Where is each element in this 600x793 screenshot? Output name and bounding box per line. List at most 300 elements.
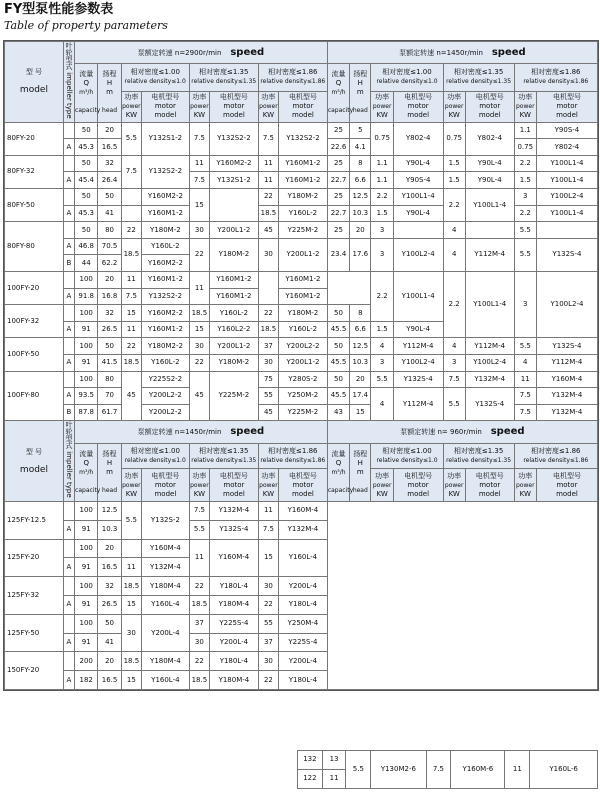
table-row [5, 338, 598, 355]
impeller-cell [63, 155, 74, 172]
motor-header: 电机型号 motor model [279, 469, 328, 502]
empty-cell [327, 502, 597, 690]
flow-cell: 182 [75, 671, 98, 690]
motor-cell: Y132S2-2 [210, 122, 259, 155]
flow-cell: 100 [75, 338, 98, 355]
power-cell: 1.1 [371, 155, 393, 172]
motor-cell: Y160M1-2 [142, 321, 190, 338]
power-cell: 22 [189, 577, 209, 596]
flow-cell: 50 [75, 189, 98, 206]
power-cell: 30 [189, 338, 209, 355]
sec2-right-speed-header [327, 421, 597, 444]
motor-cell: Y180M-4 [142, 577, 190, 596]
power-cell: 37 [258, 633, 278, 652]
motor-cell [210, 189, 259, 222]
motor-cell: Y112M-4 [465, 338, 514, 355]
motor-cell: Y112M-4 [465, 238, 514, 271]
power-cell: 7.5 [258, 122, 278, 155]
motor-cell: Y280S-2 [279, 371, 328, 388]
power-cell: 5.5 [514, 238, 536, 271]
power-cell: 1.1 [514, 122, 536, 139]
head-header: 扬程 H m head [98, 64, 121, 123]
motor-cell: Y160M2-2 [210, 155, 259, 172]
power-header: 功率 power KW [189, 91, 209, 122]
power-cell: 15 [258, 539, 278, 577]
motor-cell: Y112M-4 [393, 388, 443, 421]
model-cn: 型 号 [25, 68, 43, 77]
impeller-cell [63, 539, 74, 558]
motor-cell: Y160M-4 [210, 539, 259, 577]
motor-header: 电机型号 motor model [465, 91, 514, 122]
power-cell: 75 [258, 371, 278, 388]
impeller-cell: A [63, 288, 74, 305]
table-row [5, 172, 598, 189]
empty-cell [327, 272, 371, 305]
flow-cell: 45.4 [75, 172, 98, 189]
flow-cell: 25 [327, 122, 349, 139]
power-cell: 1.5 [514, 172, 536, 189]
power-cell: 3 [514, 272, 536, 338]
model-cell: 100FY-80 [5, 371, 64, 421]
power-cell: 18.5 [258, 205, 278, 222]
density-186-header: 相对密度≤1.86 relative density≤1.86 [258, 64, 327, 92]
power-cell: 18.5 [189, 596, 209, 615]
impeller-cell [63, 222, 74, 239]
motor-cell: Y132M-4 [210, 502, 259, 521]
motor-cell: Y200L1-2 [210, 222, 259, 239]
power-cell: 22 [121, 222, 141, 239]
head-cell: 20 [98, 272, 121, 289]
motor-cell: Y180M-2 [142, 222, 190, 239]
flow-cell: 45.5 [327, 321, 349, 338]
density-135-header: 相对密度≤1.35 relative density≤1.35 [443, 64, 514, 92]
head-cell: 16.5 [98, 671, 121, 690]
head-cell: 12.5 [98, 502, 121, 521]
motor-cell: Y132S2-2 [142, 288, 190, 305]
flow-cell: 200 [75, 652, 98, 671]
property-table-sheet [3, 40, 599, 783]
table-row [5, 238, 598, 255]
power-cell: 45 [189, 371, 209, 421]
power-cell: 7.5 [189, 122, 209, 155]
motor-cell: Y200L1-2 [279, 238, 328, 271]
motor-cell: Y160M1-2 [279, 155, 328, 172]
power-cell: 18.5 [189, 305, 209, 322]
motor-cell: Y180M-4 [142, 652, 190, 671]
model-cell: 100FY-32 [5, 305, 64, 338]
power-cell: 3 [371, 238, 393, 271]
head-cell: 50 [98, 614, 121, 633]
head-cell: 17.6 [350, 238, 371, 271]
power-cell: 22 [258, 305, 278, 322]
power-cell: 30 [258, 577, 278, 596]
power-cell: 2.2 [443, 189, 465, 222]
sec1-header-row-1 [5, 42, 598, 64]
density-100-header: 相对密度≤1.00 relative density≤1.0 [121, 444, 189, 469]
speed-label: speed [491, 46, 526, 58]
speed-label: speed [230, 46, 265, 58]
impeller-cell: A [63, 520, 74, 539]
motor-cell: Y160L-2 [210, 305, 259, 322]
sec1-header-row-2 [5, 64, 598, 92]
power-header: 功率 power KW [121, 91, 141, 122]
power-cell: 7.5 [514, 388, 536, 405]
motor-cell: Y802-4 [393, 122, 443, 155]
motor-cell: Y160M2-2 [142, 255, 190, 272]
power-header: 功率 power KW [371, 469, 393, 502]
impeller-cell: B [63, 404, 74, 421]
motor-cell: Y802-4 [536, 139, 597, 156]
motor-cell: Y180M-2 [210, 355, 259, 372]
motor-cell: Y160L-4 [279, 539, 328, 577]
density-186-header: 相对密度≤1.86 relative density≤1.86 [514, 64, 597, 92]
power-cell: 3 [371, 222, 393, 239]
flow-cell: 91 [75, 321, 98, 338]
motor-cell: Y200L-4 [279, 577, 328, 596]
motor-cell: Y132M-4 [142, 558, 190, 577]
power-cell: 0.75 [371, 122, 393, 155]
impeller-cell: A [63, 558, 74, 577]
head-cell: 8 [350, 155, 371, 172]
power-cell: 30 [189, 222, 209, 239]
power-cell: 4 [371, 338, 393, 355]
head-cell: 62.2 [98, 255, 121, 272]
model-cell: 80FY-32 [5, 155, 64, 188]
power-cell: 30 [189, 633, 209, 652]
motor-cell [393, 222, 443, 239]
model-cell: 80FY-20 [5, 122, 64, 155]
power-cell: 22 [189, 238, 209, 271]
table-row [5, 388, 598, 405]
power-cell: 55 [258, 388, 278, 405]
flow-cell: 23.4 [327, 238, 349, 271]
flow-cell: 25 [327, 222, 349, 239]
power-cell [121, 539, 141, 558]
power-cell: 1.5 [371, 321, 393, 338]
motor-cell: Y160L-4 [142, 596, 190, 615]
row-150fy20-right [297, 750, 598, 789]
impeller-cell [63, 577, 74, 596]
motor-cell: Y160M-4 [142, 539, 190, 558]
table-row [5, 355, 598, 372]
motor-header: 电机型号 motor model [210, 91, 259, 122]
power-cell [121, 189, 141, 206]
flow-cell: 100 [75, 539, 98, 558]
motor-cell: Y160M1-2 [279, 172, 328, 189]
power-cell: 11 [505, 751, 530, 789]
motor-cell: Y225M-2 [279, 222, 328, 239]
power-cell: 2.2 [371, 189, 393, 206]
power-cell: 11 [258, 155, 278, 172]
table-row [298, 751, 598, 770]
power-header: 功率 power KW [443, 91, 465, 122]
flow-cell: 25 [327, 155, 349, 172]
flow-cell: 91 [75, 355, 98, 372]
impeller-cell [63, 652, 74, 671]
model-cell: 100FY-20 [5, 272, 64, 305]
head-cell: 12.5 [350, 338, 371, 355]
flow-cell: 122 [298, 769, 323, 788]
rated-speed-label: 泵额定转速 n= 960r/min [400, 428, 482, 437]
motor-cell: Y160M-4 [279, 502, 328, 521]
impeller-cell: A [63, 238, 74, 255]
power-cell: 22 [189, 652, 209, 671]
power-cell: 1.5 [443, 155, 465, 172]
power-cell [258, 272, 278, 305]
power-cell: 2.2 [514, 205, 536, 222]
motor-header: 电机型号 motor model [536, 469, 597, 502]
flow-cell: 22.6 [327, 139, 349, 156]
power-cell: 0.75 [443, 122, 465, 155]
flow-cell: 50 [75, 122, 98, 139]
motor-cell: Y160L-2 [279, 205, 328, 222]
motor-cell: Y112M-4 [536, 355, 597, 372]
head-cell: 41 [98, 205, 121, 222]
head-cell: 70.5 [98, 238, 121, 255]
motor-cell: Y160M-6 [451, 751, 505, 789]
density-186-header: 相对密度≤1.86 relative density≤1.86 [258, 444, 327, 469]
power-cell: 7.5 [514, 404, 536, 421]
power-cell: 5.5 [121, 122, 141, 155]
motor-cell: Y90S-4 [536, 122, 597, 139]
impeller-cell [63, 338, 74, 355]
head-cell: 26.4 [98, 172, 121, 189]
impeller-header [63, 42, 74, 123]
power-cell: 18.5 [121, 652, 141, 671]
head-cell: 50 [98, 189, 121, 206]
table-row [5, 189, 598, 206]
power-cell: 7.5 [121, 155, 141, 188]
sec1-right-speed-header [327, 42, 597, 64]
power-cell: 45 [258, 222, 278, 239]
motor-cell: Y100L2-4 [536, 189, 597, 206]
head-cell: 15 [350, 404, 371, 421]
head-cell: 20 [98, 539, 121, 558]
head-cell: 61.7 [98, 404, 121, 421]
model-cell: 80FY-80 [5, 222, 64, 272]
motor-cell: Y225M-2 [210, 371, 259, 421]
head-cell: 20 [350, 371, 371, 388]
head-cell: 13 [322, 751, 346, 770]
model-cell: 125FY-20 [5, 539, 64, 577]
motor-cell: Y100L2-4 [536, 272, 597, 338]
motor-cell: Y180M-4 [210, 671, 259, 690]
impeller-cell [63, 614, 74, 633]
impeller-cell [63, 305, 74, 322]
motor-cell: Y100L1-4 [393, 272, 443, 322]
head-cell: 17.4 [350, 388, 371, 405]
power-cell: 22 [258, 596, 278, 615]
motor-cell: Y180M-4 [210, 596, 259, 615]
flow-cell: 22.7 [327, 205, 349, 222]
page-subtitle: Table of property parameters [4, 19, 168, 32]
power-cell: 55 [258, 614, 278, 633]
power-cell: 15 [189, 321, 209, 338]
motor-cell: Y132S2-2 [142, 155, 190, 188]
power-cell: 1.5 [443, 172, 465, 189]
power-header: 功率 power KW [121, 469, 141, 502]
motor-cell: Y160L-2 [142, 355, 190, 372]
head-cell: 16.8 [98, 288, 121, 305]
head-cell: 5 [350, 122, 371, 139]
power-cell: 3 [371, 355, 393, 372]
head-cell: 50 [98, 338, 121, 355]
motor-cell: Y180L-4 [210, 652, 259, 671]
head-cell: 11 [322, 769, 346, 788]
motor-cell: Y160L2-2 [210, 321, 259, 338]
motor-cell: Y160M1-2 [142, 272, 190, 289]
head-header: 扬程 H m head [98, 444, 121, 502]
impeller-cell [63, 371, 74, 388]
power-cell: 11 [189, 539, 209, 577]
motor-cell: Y802-4 [465, 122, 514, 155]
flow-cell: 46.8 [75, 238, 98, 255]
motor-cell: Y160M1-2 [142, 205, 190, 222]
motor-header: 电机型号 motor model [210, 469, 259, 502]
flow-cell: 22.7 [327, 172, 349, 189]
motor-cell: Y180M-2 [279, 305, 328, 322]
motor-cell: Y160L-2 [142, 238, 190, 255]
power-cell: 5.5 [121, 502, 141, 540]
motor-header: 电机型号 motor model [393, 469, 443, 502]
flow-cell: 50 [75, 222, 98, 239]
power-cell: 4 [371, 388, 393, 421]
motor-cell: Y90L-4 [393, 205, 443, 222]
motor-cell: Y130M2-6 [371, 751, 426, 789]
sec1-left-speed-header [75, 42, 328, 64]
motor-cell: Y132S-4 [210, 520, 259, 539]
power-header: 功率 power KW [258, 91, 278, 122]
motor-cell: Y225S-4 [210, 614, 259, 633]
power-cell: 30 [258, 355, 278, 372]
power-cell: 11 [514, 371, 536, 388]
model-cell: 125FY-12.5 [5, 502, 64, 540]
power-cell: 45 [121, 371, 141, 421]
motor-cell: Y100L2-4 [393, 238, 443, 271]
motor-header: 电机型号 motor model [279, 91, 328, 122]
power-cell: 1.1 [371, 172, 393, 189]
flow-cell: 100 [75, 305, 98, 322]
head-header: 扬程 H m head [350, 64, 371, 123]
power-cell: 5.5 [371, 371, 393, 388]
power-cell: 7.5 [121, 288, 141, 305]
motor-cell: Y225M-2 [279, 404, 328, 421]
motor-cell: Y132S-4 [393, 371, 443, 388]
motor-cell: Y225S2-2 [142, 371, 190, 388]
head-cell: 80 [98, 371, 121, 388]
impeller-cell: A [63, 633, 74, 652]
flow-cell: 50 [327, 338, 349, 355]
motor-cell: Y160M1-2 [279, 288, 328, 305]
head-cell: 20 [98, 122, 121, 139]
model-cn: 型 号 [25, 447, 43, 456]
head-cell: 10.3 [98, 520, 121, 539]
head-cell: 10.3 [350, 355, 371, 372]
impeller-cell: A [63, 172, 74, 189]
motor-cell: Y200L2-2 [142, 388, 190, 405]
impeller-header [63, 421, 74, 502]
impeller-cell: A [63, 139, 74, 156]
flow-cell: 50 [327, 305, 349, 322]
motor-cell: Y160L-6 [530, 751, 598, 789]
motor-cell: Y132S-2 [142, 502, 190, 540]
power-cell: 18.5 [121, 355, 141, 372]
power-cell: 30 [258, 238, 278, 271]
motor-cell: Y250M-4 [279, 614, 328, 633]
flow-cell: 45.3 [75, 139, 98, 156]
property-table [4, 41, 598, 690]
power-cell: 4 [514, 355, 536, 372]
flow-cell: 91 [75, 596, 98, 615]
flow-cell: 91.8 [75, 288, 98, 305]
power-cell: 11 [121, 321, 141, 338]
head-cell: 6.6 [350, 321, 371, 338]
model-en: model [19, 464, 48, 475]
power-cell: 3 [443, 355, 465, 372]
rated-speed-label: 泵额定转速 n=2900r/min [137, 48, 222, 57]
model-cell: 125FY-32 [5, 577, 64, 615]
model-header [5, 42, 64, 123]
power-cell: 5.5 [514, 222, 536, 239]
flow-cell: 132 [298, 751, 323, 770]
density-100-header: 相对密度≤1.00 relative density≤1.0 [371, 64, 443, 92]
power-cell: 2.2 [371, 272, 393, 322]
head-cell: 16.5 [98, 139, 121, 156]
power-cell: 7.5 [189, 502, 209, 521]
motor-cell: Y180L-4 [279, 596, 328, 615]
motor-cell: Y132S2-2 [279, 122, 328, 155]
motor-cell: Y132M-4 [465, 371, 514, 388]
model-cell: 80FY-50 [5, 189, 64, 222]
power-cell: 11 [121, 558, 141, 577]
flow-cell: 93.5 [75, 388, 98, 405]
power-cell: 7.5 [258, 520, 278, 539]
power-cell: 11 [189, 272, 209, 305]
power-cell: 22 [121, 338, 141, 355]
power-cell: 45 [258, 404, 278, 421]
head-cell: 8 [350, 305, 371, 322]
flow-cell: 25 [327, 189, 349, 206]
flow-header: 流量 Q m³/h capacity [75, 64, 98, 123]
head-cell: 4.1 [350, 139, 371, 156]
power-cell: 30 [121, 614, 141, 652]
motor-cell: Y160M1-2 [210, 288, 259, 305]
motor-cell: Y160M1-2 [210, 272, 259, 289]
motor-cell: Y90S-4 [393, 172, 443, 189]
flow-cell: 100 [75, 371, 98, 388]
power-header: 功率 power KW [371, 91, 393, 122]
power-cell: 4 [443, 238, 465, 271]
power-cell: 11 [258, 172, 278, 189]
head-cell: 26.5 [98, 321, 121, 338]
motor-cell: Y200L2-2 [142, 404, 190, 421]
power-cell: 0.75 [514, 139, 536, 156]
model-cell: 150FY-20 [5, 652, 64, 690]
motor-header: 电机型号 motor model [142, 91, 190, 122]
motor-cell: Y200L2-2 [279, 338, 328, 355]
sec2-left-speed-header [75, 421, 328, 444]
impeller-cell: A [63, 388, 74, 405]
flow-cell: 87.8 [75, 404, 98, 421]
motor-cell: Y100L1-4 [393, 189, 443, 206]
motor-cell: Y180M-2 [279, 189, 328, 206]
impeller-cell: A [63, 355, 74, 372]
motor-cell: Y250M-2 [279, 388, 328, 405]
head-cell: 12.5 [350, 189, 371, 206]
power-cell: 15 [121, 671, 141, 690]
power-cell: 22 [258, 189, 278, 206]
head-cell: 26.5 [98, 596, 121, 615]
